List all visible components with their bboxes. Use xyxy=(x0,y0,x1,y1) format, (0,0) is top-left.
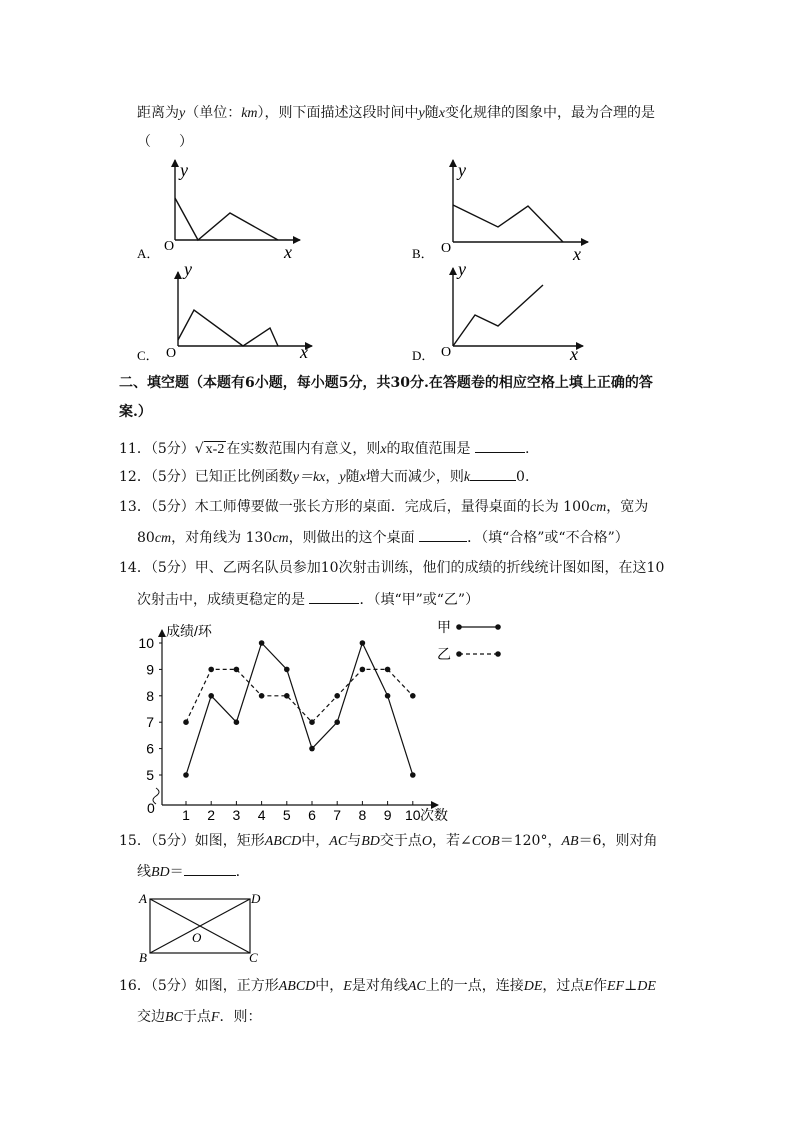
data-point-yi xyxy=(309,719,315,725)
option-c-label: C． xyxy=(137,348,159,363)
q10-line1: 距离为y（单位：km），则下面描述这段时间中y随x变化规律的图象中，最为合理的是 xyxy=(137,105,655,121)
point-b-label: B xyxy=(139,950,147,965)
x-tick-label: 3 xyxy=(232,807,241,823)
x-tick-label: 8 xyxy=(358,807,367,823)
q11: 11．（5分）√ x-2 在实数范围内有意义，则x的取值范围是 . xyxy=(119,441,530,457)
data-point-yi xyxy=(385,667,391,673)
option-d-origin: O xyxy=(441,345,452,360)
q14-line1: 14．（5分）甲、乙两名队员参加10次射击训练，他们的成绩的折线统计图如图，在这10 xyxy=(119,560,665,576)
q13-line2: 80cm，对角线为 130cm，则做出的这个桌面 ．（填“合格”或“不合格”） xyxy=(137,530,629,546)
data-point-yi xyxy=(183,719,189,725)
data-point-yi xyxy=(410,693,416,699)
y-tick-label: 5 xyxy=(146,767,154,783)
q13-line1: 13．（5分）木工师傅要做一张长方形的桌面．完成后，量得桌面的长为 100cm，宽为 xyxy=(119,499,649,515)
point-o-label: O xyxy=(192,930,202,945)
data-point-jia xyxy=(360,640,366,646)
x-tick-label: 9 xyxy=(383,807,392,823)
y-tick-label: 7 xyxy=(146,714,154,731)
option-b-origin: O xyxy=(441,241,452,256)
q15-answer-blank[interactable] xyxy=(184,862,236,876)
q14-line2: 次射击中，成绩更稳定的是 ．（填“甲”或“乙”） xyxy=(137,592,480,608)
option-b-y-label: y xyxy=(458,160,466,180)
y-tick-label: 9 xyxy=(146,661,154,678)
shooting-scores-chart xyxy=(0,610,794,830)
data-point-jia xyxy=(385,693,391,699)
option-c-x-label: x xyxy=(300,342,308,362)
data-point-jia xyxy=(309,746,315,752)
section2-heading-line1: 二、填空题（本题有6小题，每小题5分，共30分.在答题卷的相应空格上填上正确的答 xyxy=(119,375,653,391)
option-c-y-label: y xyxy=(184,259,192,279)
y-tick-label: 6 xyxy=(146,740,154,757)
x-tick-label: 2 xyxy=(207,807,216,823)
data-point-yi xyxy=(259,693,265,699)
option-a-origin: O xyxy=(164,239,175,254)
option-b-graph[interactable] xyxy=(412,160,588,264)
data-point-jia xyxy=(234,719,240,725)
point-c-label: C xyxy=(249,950,258,965)
x-tick-label: 7 xyxy=(333,807,342,823)
data-point-yi xyxy=(334,693,340,699)
legend-label-yi: 乙 xyxy=(437,646,451,662)
option-d-x-label: x xyxy=(570,344,578,364)
option-d-label: D． xyxy=(412,348,435,363)
legend-dot-jia xyxy=(495,624,501,630)
option-c-origin: O xyxy=(166,346,177,361)
q10-line2: （ ） xyxy=(137,134,193,150)
q13-answer-blank[interactable] xyxy=(419,528,467,542)
q10-options-figure xyxy=(0,150,794,380)
data-point-yi xyxy=(284,693,290,699)
point-d-label: D xyxy=(251,891,261,906)
option-d-graph[interactable] xyxy=(412,259,583,364)
data-point-jia xyxy=(410,772,416,778)
legend-dot-yi xyxy=(456,651,462,657)
option-a-y-label: y xyxy=(180,160,188,180)
data-point-jia xyxy=(208,693,214,699)
data-point-jia xyxy=(334,719,340,725)
data-point-yi xyxy=(208,667,214,673)
option-b-label: B． xyxy=(412,246,434,261)
q14-answer-blank[interactable] xyxy=(309,590,359,604)
option-c-graph[interactable] xyxy=(137,259,312,363)
option-a-label: A． xyxy=(137,246,160,261)
sqrt-expression: √ x-2 xyxy=(194,441,225,457)
y-tick-label: 10 xyxy=(138,635,154,651)
legend-dot-yi xyxy=(495,651,501,657)
rectangle-abcd-figure xyxy=(0,885,794,965)
q12: 12．（5分）已知正比例函数y＝kx，y随x增大而减少，则k 0. xyxy=(119,469,530,485)
q15-line1: 15．（5分）如图，矩形ABCD中，AC与BD交于点O，若∠COB＝120°，AB＝6，则对角 xyxy=(119,833,658,849)
data-point-jia xyxy=(259,640,265,646)
data-point-jia xyxy=(284,667,290,673)
q16-line2: 交边BC于点F．则： xyxy=(137,1009,262,1025)
option-d-y-label: y xyxy=(458,259,466,279)
x-tick-label: 4 xyxy=(257,807,266,823)
y-tick-label: 8 xyxy=(146,687,154,704)
x-tick-label: 1 xyxy=(182,807,190,823)
x-tick-label: 6 xyxy=(308,807,316,823)
y-axis-label: 成绩/环 xyxy=(166,623,212,639)
q12-answer-blank[interactable] xyxy=(470,467,516,481)
x-tick-label: 10 xyxy=(405,807,421,823)
option-a-x-label: x xyxy=(284,242,292,262)
data-point-yi xyxy=(360,667,366,673)
legend-label-jia: 甲 xyxy=(437,619,451,635)
data-point-jia xyxy=(183,772,189,778)
option-b-x-label: x xyxy=(573,244,581,264)
point-a-label: A xyxy=(139,891,147,906)
option-a-graph[interactable] xyxy=(137,160,300,262)
section2-heading-line2: 案.） xyxy=(119,404,152,420)
q16-line1: 16．（5分）如图，正方形ABCD中，E是对角线AC上的一点，连接DE，过点E作EF⊥DE xyxy=(119,978,656,994)
x-axis-label: 次数 xyxy=(420,807,448,823)
origin-label: 0 xyxy=(147,800,155,816)
data-point-yi xyxy=(234,667,240,673)
legend-dot-jia xyxy=(456,624,462,630)
chart-legend xyxy=(437,619,501,662)
x-tick-label: 5 xyxy=(282,807,291,823)
q11-answer-blank[interactable] xyxy=(475,439,525,453)
q15-line2: 线BD＝ . xyxy=(137,864,241,880)
